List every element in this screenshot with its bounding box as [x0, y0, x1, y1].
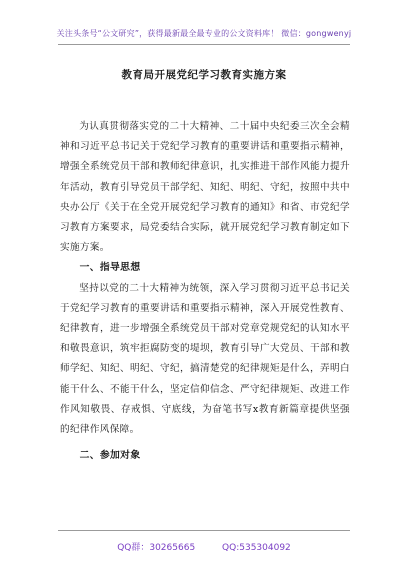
- header-banner: 关注头条号“公文研究”，获得最新最全最专业的公文资料库！ 微信：gongwenyj: [56, 29, 352, 38]
- footer-divider: [58, 530, 350, 531]
- document-body: [60, 117, 350, 466]
- header-divider: [58, 44, 350, 45]
- section-heading-participants: 二、参加对象: [79, 450, 141, 462]
- footer-contact: [0, 540, 408, 553]
- section-heading-guiding-ideology: 一、指导思想: [79, 262, 141, 274]
- qq-contact: QQ:535304092: [222, 543, 291, 553]
- guiding-ideology-paragraph: 坚持以党的二十大精神为统领，深入学习贯彻习近平总书记关于党纪学习教育的重要讲话和重要指示精神，深入开展党性教育、纪律教育，进一步增强全系统党员干部对党章党规党纪的认知水平和敬畏意识，筑牢拒腐防变的堤坝，教育引导广大党员、干部和教师学纪、知纪、明纪、守纪，搞清楚党的纪律规矩是什么，弄明白能干什么、不能干什么，坚定信仰信念、严守纪律规矩、改进工作作风知敬畏、存戒惧、守底线，为奋笔书写x教育新篇章提供坚强的纪律作风保障。: [60, 282, 350, 436]
- qq-group-contact: QQ群：30265665: [117, 543, 196, 553]
- intro-paragraph: 为认真贯彻落实党的二十大精神、二十届中央纪委三次全会精神和习近平总书记关于党纪学习教育的重要讲话和重要指示精神，增强全系统党员干部和教师纪律意识，扎实推进干部作风能力提升年活动，教育引导党员干部学纪、知纪、明纪、守纪，按照中共中央办公厅《关于在全党开展党纪学习教育的通知》和省、市党纪学习教育方案要求，局党委结合实际，就开展党纪学习教育制定如下实施方案。: [60, 121, 350, 254]
- document-title: 教育局开展党纪学习教育实施方案: [121, 69, 287, 81]
